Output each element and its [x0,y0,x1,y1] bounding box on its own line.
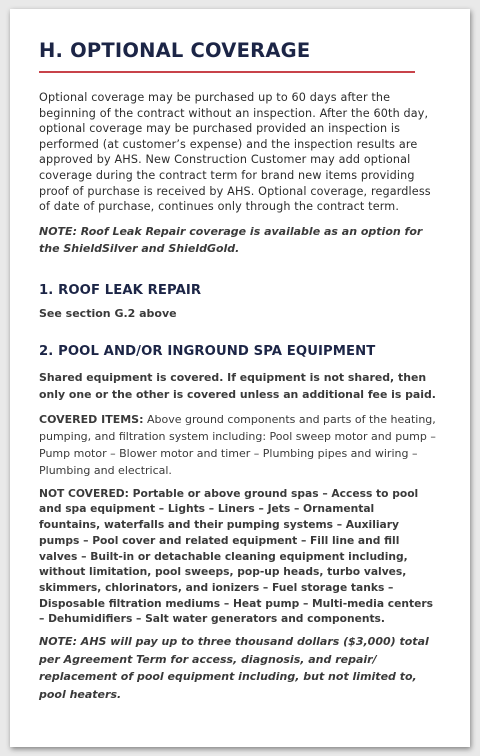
intro-paragraph: Optional coverage may be purchased up to 60 days after the beginning of the contract without an inspection. After the 60th day, optional coverage may be purchased provided an inspection is performed (at customer’s expense) and the inspection results are approved by AHS. New Construction Customer may add optional coverage during the contract term for brand new items providing proof of purchase is received by AHS. Optional coverage, regardless of date of purchase, continues only through the contract term. [39,91,431,214]
pool-equipment-note: NOTE: AHS will pay up to three thousand dollars ($3,000) total per Agreement Term for access, diagnosis, and repair/ replacement of pool equipment including, but not limited to, pool heaters. [39,635,429,701]
document-content [39,39,439,703]
roof-leak-title: 1. ROOF LEAK REPAIR [39,282,202,298]
shared-equipment-text: Shared equipment is covered. If equipment is not shared, then only one or the other is covered unless an additional fee is paid. [39,370,436,401]
document-page [10,9,470,747]
covered-items-label: COVERED ITEMS: [39,412,144,426]
section-heading: H. OPTIONAL COVERAGE [39,39,311,62]
heading-divider [39,71,415,73]
covered-items-paragraph [39,411,439,479]
roof-leak-text: See section G.2 above [39,306,177,320]
covered-items-text: Above ground components and parts of the heating, pumping, and filtration system including: Pool sweep motor and pump – Pump motor – Blower motor and timer – Plumbing pipes and wiring – Plumbing and electrical. [39,412,436,477]
pool-spa-title: 2. POOL AND/OR INGROUND SPA EQUIPMENT [39,343,376,359]
not-covered-paragraph: NOT COVERED: Portable or above ground spas – Access to pool and spa equipment – Lights – Liners – Jets – Ornamental fountains, waterfalls and their pumping systems – Auxiliary pumps – Pool cover and related equipment – Fill line and fill valves – Built-in or detachable cleaning equipment including, without limitation, pool sweeps, pop-up heads, turbo valves, skimmers, chlorinators, and ionizers – Fuel storage tanks – Disposable filtration mediums – Heat pump – Multi-media centers – Dehumidifiers – Salt water generators and components. [39,486,433,626]
roof-leak-note: NOTE: Roof Leak Repair coverage is available as an option for the ShieldSilver and ShieldGold. [39,224,423,255]
